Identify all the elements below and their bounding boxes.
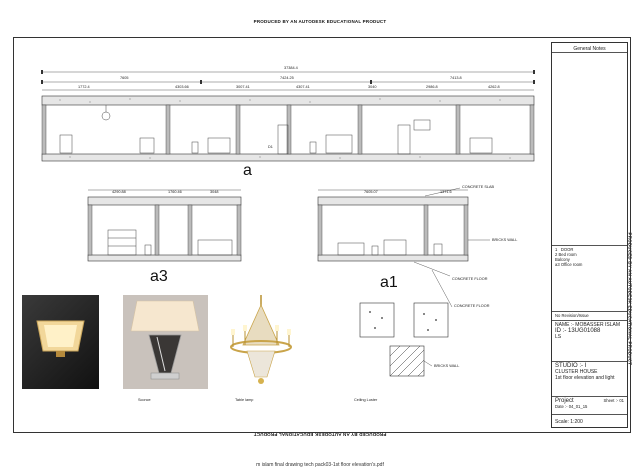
project-title: CLUSTER HOUSE	[555, 369, 598, 375]
file-caption: m islam final drawing tech pack03-1st floor elevation's.pdf	[256, 462, 384, 468]
dim-a3-2: 1760.46	[168, 190, 182, 194]
annotation-bricks-wall-2: BRICKS WALL	[434, 364, 460, 368]
sheet-number: Sheet :- 01	[603, 398, 624, 403]
annotation-concrete-floor: CONCRETE FLOOR	[452, 277, 488, 281]
label-a: a	[243, 162, 252, 179]
annotation-bricks-wall: BRICKS WALL	[492, 238, 518, 242]
watermark-bottom: PRODUCED BY AN AUTODESK EDUCATIONAL PRODUCT	[253, 432, 387, 437]
project-row	[552, 396, 627, 413]
dim-a1-2: 1371.6	[440, 190, 452, 194]
dim-row3-3: 3007.41	[236, 85, 250, 89]
dim-row2-1: 7605	[120, 76, 129, 80]
dim-row3-2: 4303.66	[175, 85, 189, 89]
project-subtitle: 1st floor elevation and light	[555, 375, 615, 381]
caption-ceiling-luster: Ceiling Luster	[354, 398, 378, 402]
scale-row: Scale: 1:200	[552, 414, 627, 428]
author-name: NAME :- MOBASSER ISLAM	[555, 322, 621, 328]
legend-name: 2 Bed room	[555, 252, 577, 257]
author-id: ID :- 13UG01088	[555, 328, 601, 334]
table-lamp-photo	[123, 295, 208, 389]
legend-id: 1	[555, 247, 558, 252]
date: Date :- 04_01_15	[555, 404, 588, 409]
annotation-concrete-floor-2: CONCRETE FLOOR	[454, 304, 490, 308]
sconce-photo	[22, 295, 99, 389]
general-notes-heading: General Notes	[552, 43, 627, 53]
annotation-door: D1	[268, 145, 273, 149]
dim-a1-1: 7605.07	[364, 190, 378, 194]
dim-overall: 37384.4	[284, 66, 298, 70]
dim-row3-1: 1772.4	[78, 85, 90, 89]
legend-name: Office room	[560, 262, 583, 267]
project-label: Project	[555, 398, 574, 404]
label-a3: a3	[150, 268, 168, 285]
legend-id: a3	[555, 262, 560, 267]
dim-row3-7: 4262.8	[488, 85, 500, 89]
author-ls: LS	[555, 334, 562, 340]
annotation-concrete-slab: CONCRETE SLAB	[462, 185, 495, 189]
caption-table-lamp: Table lamp	[235, 398, 254, 402]
legend-row-4	[555, 262, 624, 267]
author-block	[552, 320, 627, 360]
dim-row3-5: 3040	[368, 85, 377, 89]
studio: STUDIO :- I	[555, 363, 587, 369]
dim-row2-2: 7424.25	[280, 76, 294, 80]
dim-row2-3: 7413.8	[450, 76, 462, 80]
legend-name: DOOR	[560, 247, 574, 252]
legend-name: Balcony	[555, 257, 570, 262]
dim-a3-1: 4290.88	[112, 190, 126, 194]
revision-row: No Revision/Issue	[552, 311, 627, 320]
legend-table	[552, 245, 627, 283]
studio-block	[552, 361, 627, 395]
dim-row3-6: 2986.8	[426, 85, 438, 89]
dim-row3-4: 4307.41	[296, 85, 310, 89]
dim-a3-3: 3048	[210, 190, 219, 194]
watermark-top: PRODUCED BY AN AUTODESK EDUCATIONAL PRODUCT	[253, 19, 387, 24]
ceiling-luster-photo	[221, 295, 302, 389]
caption-sconce: Sconce	[138, 398, 151, 402]
title-block	[551, 42, 628, 428]
label-a1: a1	[380, 274, 398, 291]
